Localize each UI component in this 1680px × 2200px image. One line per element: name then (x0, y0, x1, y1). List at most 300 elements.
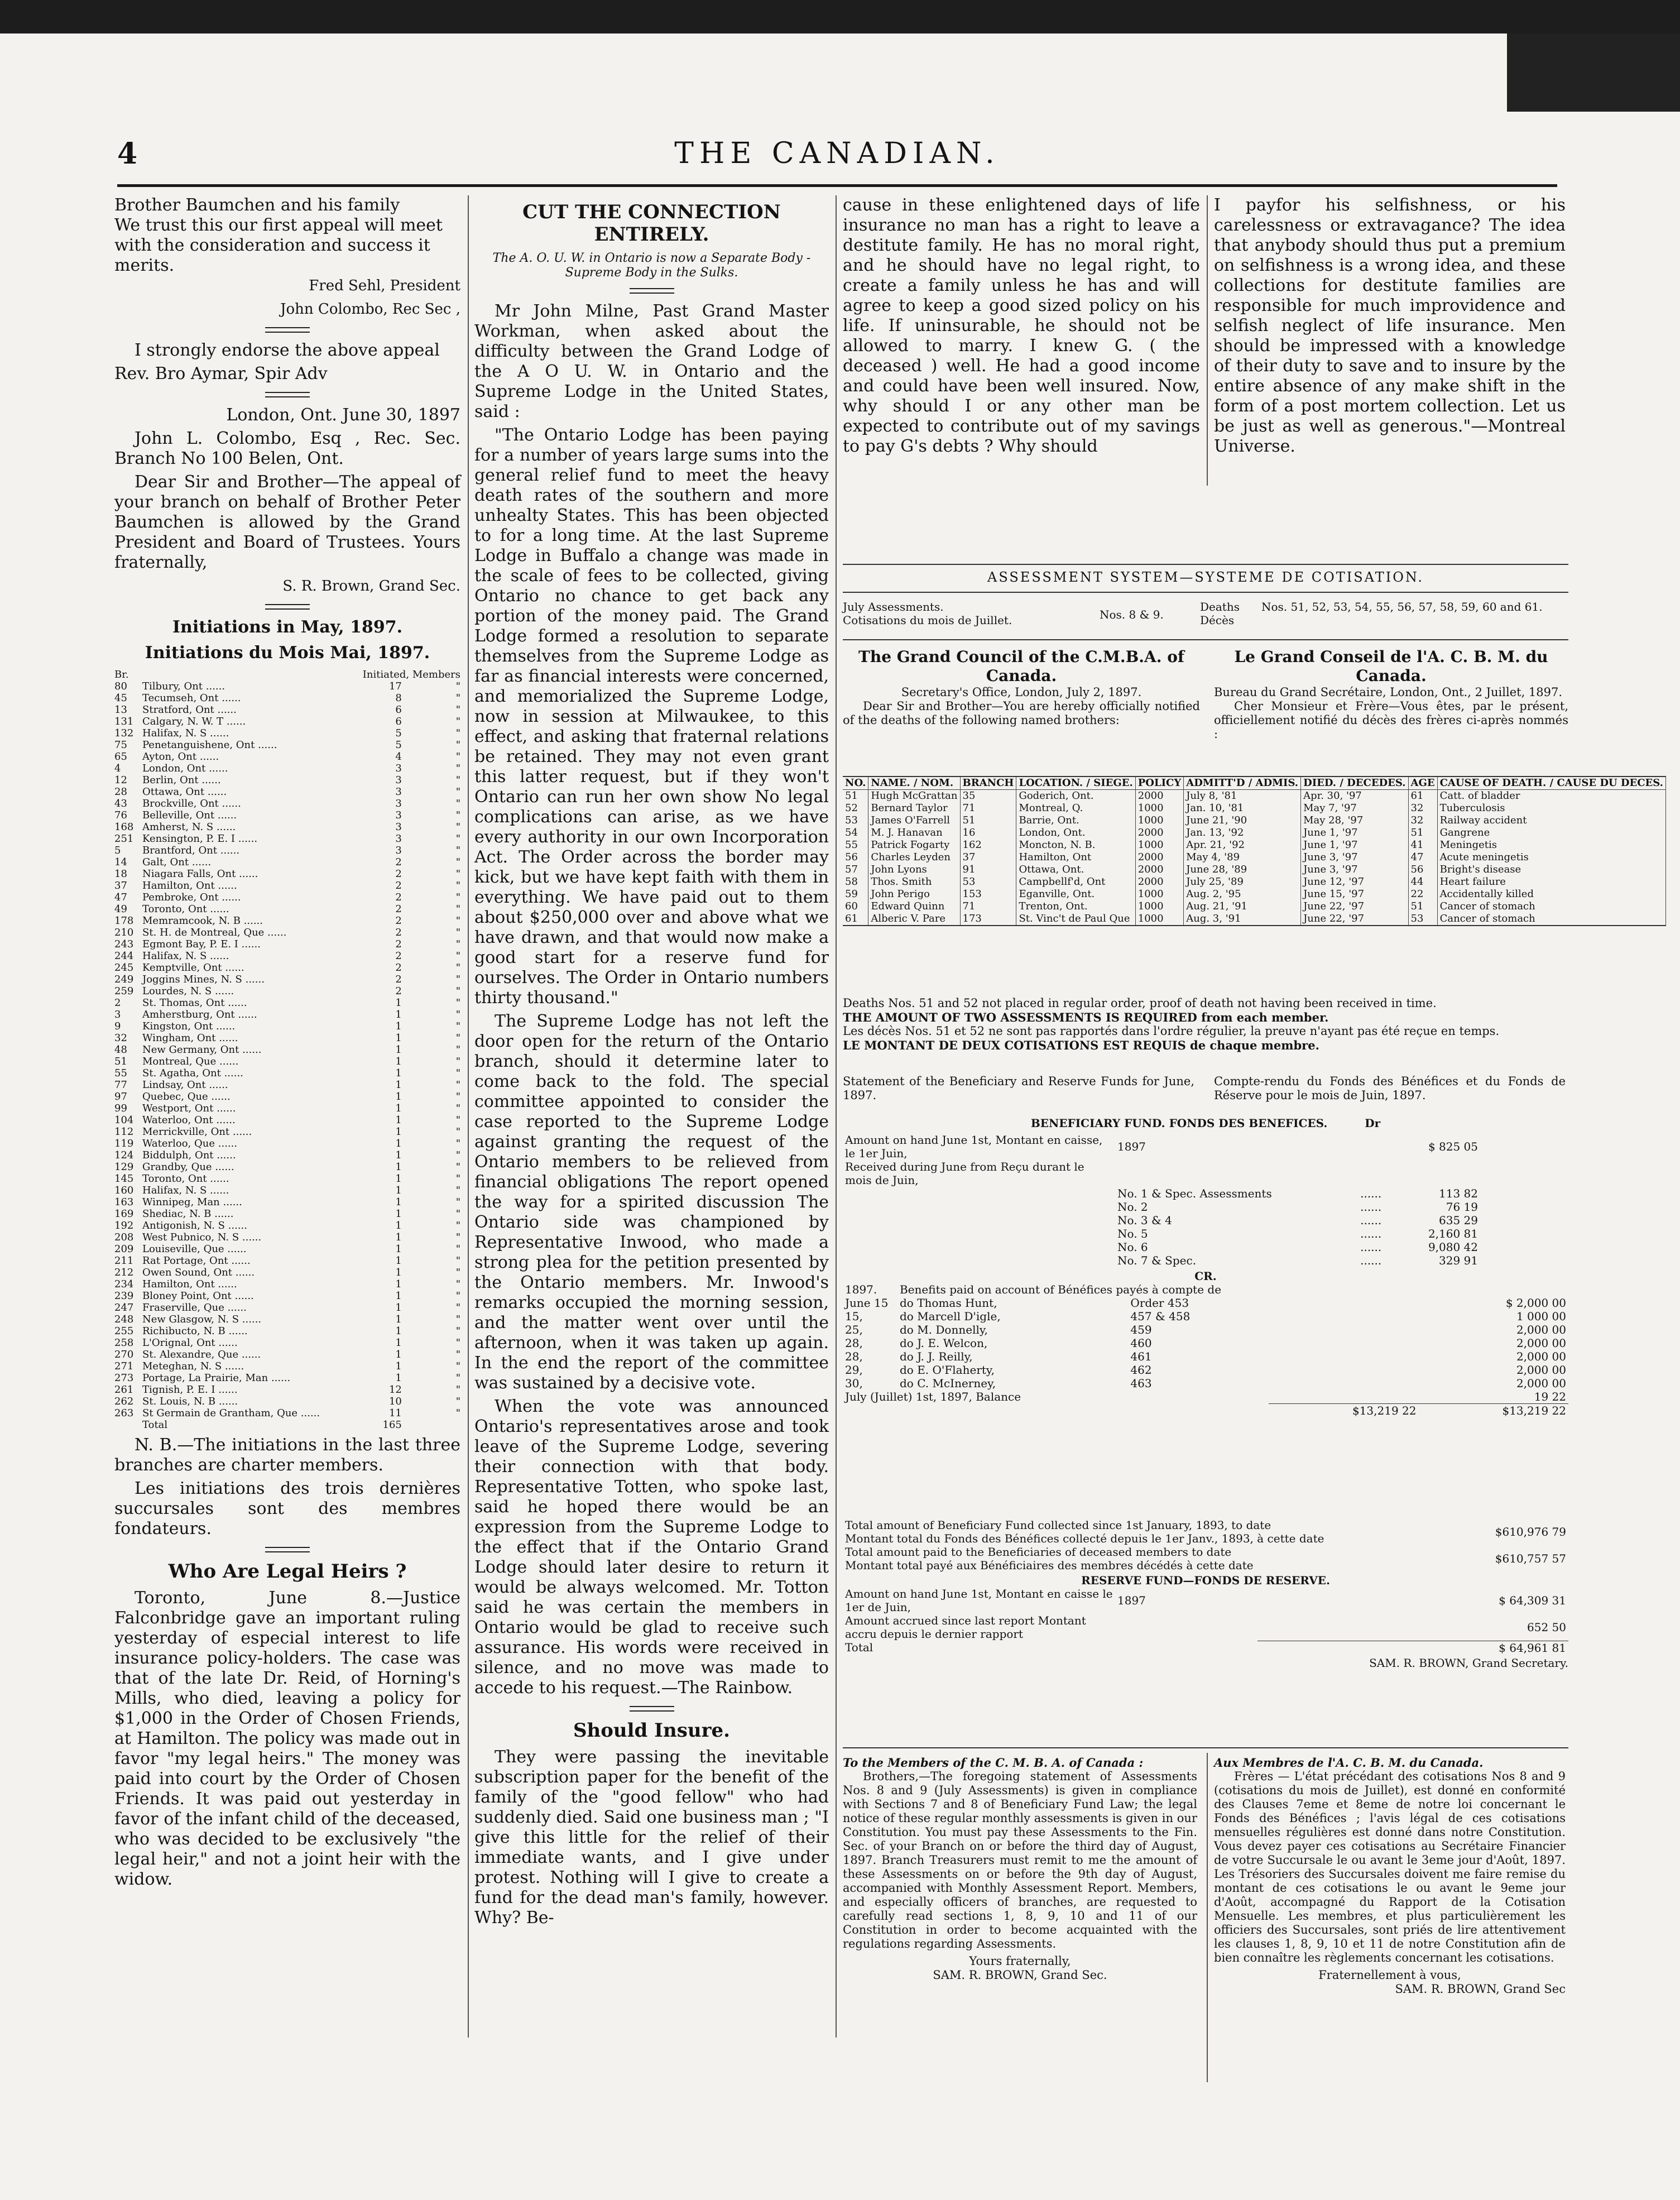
on-hand-label: Amount on hand June 1st, Montant en caisse, le 1er Juin, (845, 1133, 1103, 1160)
members-mark: " (455, 880, 460, 891)
council-title: The Grand Council of the C.M.B.A. of Canada. (858, 648, 1184, 685)
branch-number: 243 (114, 938, 134, 950)
branch-number: 45 (114, 692, 127, 704)
death-table-wrap (843, 776, 1663, 926)
members-mark: " (455, 868, 460, 880)
appeal-line: merits. (114, 256, 175, 275)
members-mark: " (455, 1138, 460, 1149)
branch-number: 258 (114, 1337, 134, 1349)
branch-location: Owen Sound, Ont ...... (142, 1267, 255, 1278)
branch-number: 119 (114, 1138, 134, 1149)
table-row (843, 790, 1665, 803)
article-paragraph: When the vote was announced Ontario's representatives arose and took leave of the Supreme Lodge, severing their connection with that body. Representative Totten, who spoke last, said he hoped there would be an expression from the Supreme Lodge to the effect that if the Ontario Grand Lodge should later desire to return it would be always welcomed. Mr. Totton said he was certain the members in Ontario would be glad to receive such assurance. His words were received in silence, and no move was made to accede to his request.—The Rainbow. (474, 1397, 829, 1698)
table-cell: 71 (960, 900, 1016, 913)
column-header: LOCATION. / SIEGE. (1016, 777, 1135, 790)
table-cell: Heart failure (1437, 876, 1665, 888)
table-row (843, 1310, 1568, 1323)
initiations-title: Initiations in May, 1897. (172, 617, 403, 637)
initiated-count: 1 (395, 1349, 402, 1360)
members-mark: " (455, 786, 460, 798)
initiated-count: 2 (395, 962, 402, 974)
branch-location: Portage, La Prairie, Man ...... (142, 1372, 291, 1384)
table-row (114, 680, 460, 692)
office-line: Secretary's Office, London, July 2, 1897. (901, 686, 1142, 699)
divider (265, 604, 310, 610)
council-en (843, 648, 1200, 731)
initiated-count: 2 (395, 915, 402, 927)
table-cell: London, Ont. (1016, 827, 1135, 839)
branch-location: Ayton, Ont ...... (142, 751, 219, 763)
initiated-count: 17 (388, 680, 402, 692)
table-cell: 59 (843, 888, 868, 900)
table-cell: Moncton, N. B. (1016, 839, 1135, 851)
table-cell: Montreal, Q. (1016, 802, 1135, 814)
branch-number: 208 (114, 1231, 134, 1243)
branch-location: Toronto, Ont ...... (142, 1173, 229, 1185)
table-cell: Apr. 30, '97 (1301, 790, 1408, 803)
spacer (1480, 1227, 1568, 1240)
article-paragraph: The Supreme Lodge has not left the door open for the return of the Ontario branch, should it determine later to come back to the fold. The special committee appointed to consider the case reported to the Supreme Lodge against granting the request of the Ontario members to be relieved from financial obligations The report opened the way for a spirited discussion The Ontario side was championed by Representative Inwood, who made a strong plea for the petition presented by the Ontario members. Mr. Inwood's remarks occupied the morning session, and the matter went over until the afternoon, when it was taken up again. In the end the report of the committee was sustained by a decisive vote. (474, 1012, 829, 1393)
table-row (843, 1227, 1568, 1240)
members-mark: " (455, 1243, 460, 1255)
initiated-count: 2 (395, 927, 402, 938)
table-cell: June 15, '97 (1301, 888, 1408, 900)
members-mark: " (455, 1161, 460, 1173)
members-mark: " (455, 845, 460, 856)
branch-location: Rat Portage, Ont ...... (142, 1255, 251, 1267)
branch-location: Richibucto, N. B ...... (142, 1325, 248, 1337)
letter-date: London, Ont. June 30, 1897 (226, 405, 460, 425)
table-cell: Alberic V. Pare (868, 913, 960, 926)
table-row (114, 809, 460, 821)
branch-number: 55 (114, 1067, 127, 1079)
branch-number: 263 (114, 1407, 134, 1419)
table-cell: 37 (960, 851, 1016, 864)
members-mark: " (455, 1044, 460, 1056)
members-mark: " (455, 1290, 460, 1302)
branch-location: West Pubnico, N. S ...... (142, 1231, 262, 1243)
on-hand-amount: $ 825 05 (1428, 1140, 1478, 1153)
table-cell: 1000 (1135, 814, 1183, 827)
table-row (114, 1044, 460, 1056)
initiated-count: 6 (395, 716, 402, 727)
receipt-label: No. 7 & Spec. (1117, 1254, 1197, 1267)
receipt-amount: 9,080 42 (1428, 1240, 1478, 1254)
table-row (114, 950, 460, 962)
beneficiary-receipts (843, 1133, 1568, 1267)
payment-name: do E. O'Flaherty, (900, 1363, 995, 1377)
table-cell: 51 (1408, 827, 1437, 839)
branch-location: Brockville, Ont ...... (142, 798, 241, 809)
note-en: N. B.—The initiations in the last three branches are charter members. (114, 1435, 460, 1475)
table-row (114, 1103, 460, 1114)
table-row (114, 1196, 460, 1208)
on-hand-year: 1897 (1117, 1140, 1146, 1153)
branch-location: St Germain de Grantham, Que ...... (142, 1407, 320, 1419)
table-row (114, 1138, 460, 1149)
members-mark: " (455, 774, 460, 786)
table-row (114, 1396, 460, 1407)
members-mark: " (455, 938, 460, 950)
beneficiary-fund (843, 1116, 1568, 1417)
table-row (114, 997, 460, 1009)
table-cell: Aug. 2, '95 (1184, 888, 1301, 900)
payment-order: 461 (1130, 1350, 1152, 1363)
assessment-numbers: Nos. 8 & 9. (1100, 608, 1164, 621)
branch-number: 97 (114, 1091, 127, 1103)
initiated-count: 1 (395, 1208, 402, 1220)
column-rule (468, 195, 469, 2038)
masthead: THE CANADIAN. (674, 137, 1000, 170)
members-mark: " (455, 1314, 460, 1325)
table-row (114, 1290, 460, 1302)
table-row (114, 1220, 460, 1231)
table-row (114, 751, 460, 763)
receipt-amount: 635 29 (1439, 1214, 1478, 1227)
table-row (114, 1173, 460, 1185)
table-row (114, 1337, 460, 1349)
table-cell: 91 (960, 864, 1016, 876)
spacer (1269, 1323, 1418, 1336)
branch-number: 37 (114, 880, 127, 891)
table-cell: 1000 (1135, 802, 1183, 814)
branch-location: Memramcook, N. B ...... (142, 915, 263, 927)
table-row (114, 1149, 460, 1161)
total-label: Total (142, 1419, 168, 1431)
table-cell: June 22, '97 (1301, 900, 1408, 913)
initiated-count: 2 (395, 868, 402, 880)
table-cell: 1000 (1135, 839, 1183, 851)
table-row (114, 891, 460, 903)
collected-amount: $610,976 79 (1495, 1525, 1566, 1538)
payment-order: 462 (1130, 1363, 1152, 1377)
branch-location: Halifax, N. S ...... (142, 950, 229, 962)
section-rule (843, 1747, 1568, 1748)
table-cell: Jan. 13, '92 (1184, 827, 1301, 839)
table-cell: M. J. Hanavan (868, 827, 960, 839)
table-cell: 51 (1408, 900, 1437, 913)
branch-number: 245 (114, 962, 134, 974)
initiated-count: 2 (395, 974, 402, 985)
payment-amount: 2,000 00 (1516, 1377, 1566, 1390)
legal-heirs-title: Who Are Legal Heirs ? (168, 1560, 407, 1583)
spacer (1480, 1214, 1568, 1227)
appeal-signature: John Colombo, Rec Sec , (280, 301, 460, 318)
branch-location: New Glasgow, N. S ...... (142, 1314, 262, 1325)
branch-location: Halifax, N. S ...... (142, 1185, 229, 1196)
initiated-count: 1 (395, 1114, 402, 1126)
branch-number: 249 (114, 974, 134, 985)
spacer (1269, 1296, 1418, 1310)
initiated-count: 1 (395, 1360, 402, 1372)
branch-number: 212 (114, 1267, 134, 1278)
spacer (1269, 1350, 1418, 1363)
initiated-count: 1 (395, 1185, 402, 1196)
table-row (843, 1254, 1568, 1267)
table-row (114, 1314, 460, 1325)
payment-date: June 15 (845, 1296, 889, 1310)
payment-order: 459 (1130, 1323, 1152, 1336)
initiated-count: 3 (395, 845, 402, 856)
table-cell: 61 (1408, 790, 1437, 803)
members-body-fr: Frères — L'état précédant des cotisations Nos 8 and 9 (cotisations du mois de Juillet), est donné en conformité des Clauses 7eme et 8eme de notre loi concernant le Fonds des Bénéfices ; l'avis légal de ces cotisations mensuelles régulières est donné dans notre Constitution. Vous devez payer ces cotisations au Secrétaire Financier de votre Succursale le ou avant le 3eme jour d'Août, 1897. Les Trésoriers des Succursales doivent me faire remise du montant de ces cotisations le ou avant le 9eme jour d'Août, accompagné du Rapport de la Cotisation Mensuelle. Les membres, et plus particulièrement les officiers des Succursales, sont priés de lire attentivement les clauses 1, 8, 9, 10 et 11 de notre Constitution afin de bien connaître les règlements concernant les cotisations. (1214, 1770, 1566, 1964)
branch-number: 104 (114, 1114, 134, 1126)
members-mark: " (455, 1056, 460, 1067)
members-mark: " (455, 692, 460, 704)
reserve-total: $ 64,961 81 (1257, 1641, 1568, 1655)
branch-number: 169 (114, 1208, 134, 1220)
fund-title (843, 1116, 1568, 1130)
table-cell: 61 (843, 913, 868, 926)
branch-location: Brantford, Ont ...... (142, 845, 240, 856)
table-cell: June 3, '97 (1301, 851, 1408, 864)
initiated-count: 5 (395, 739, 402, 751)
death-notes (843, 996, 1568, 1052)
fund-totals-table (843, 1518, 1568, 1572)
branch-location: Antigonish, N. S ...... (142, 1220, 247, 1231)
spacer (843, 1254, 1115, 1267)
table-cell: 47 (1408, 851, 1437, 864)
fund-title-text: BENEFICIARY FUND. FONDS DES BENEFICES. (1030, 1116, 1328, 1130)
branch-location: Pembroke, Ont ...... (142, 891, 241, 903)
table-cell: 173 (960, 913, 1016, 926)
table-row (114, 1349, 460, 1360)
table-row (114, 1231, 460, 1243)
leader: ...... (1360, 1200, 1382, 1214)
table-cell: July 8, '81 (1184, 790, 1301, 803)
table-row (114, 915, 460, 927)
initiated-count: 2 (395, 880, 402, 891)
notice-fr: Cher Monsieur et Frère—Vous êtes, par le présent, officiellement notifié du décès des frères ci-après nommés : (1214, 699, 1568, 741)
table-cell: May 28, '97 (1301, 814, 1408, 827)
table-cell: 57 (843, 864, 868, 876)
legal-heirs-body: Toronto, June 8.—Justice Falconbridge gave an important ruling yesterday of especial interest to life insurance policy-holders. The case was that of the late Dr. Reid, of Horning's Mills, who died, leaving a policy for $1,000 in the Order of Chosen Friends, at Hamilton. The policy was made out in favor "my legal heirs." The money was paid into court by the Order of Chosen Friends. It was paid out yesterday in favor of the infant child of the deceased, who was decided to be exclusively "the legal heir," and not a joint heir with the widow. (114, 1588, 460, 1889)
table-cell: Cancer of stomach (1437, 913, 1665, 926)
members-mark: " (455, 1091, 460, 1103)
table-cell: 1000 (1135, 888, 1183, 900)
table-cell: Bernard Taylor (868, 802, 960, 814)
table-cell: 52 (843, 802, 868, 814)
table-cell: 58 (843, 876, 868, 888)
table-cell: Apr. 21, '92 (1184, 839, 1301, 851)
branch-number: 132 (114, 727, 134, 739)
branch-number: 51 (114, 1056, 127, 1067)
appeal-text (114, 195, 460, 276)
spacer (843, 1200, 1115, 1214)
branch-number: 49 (114, 903, 127, 915)
table-row (114, 1056, 460, 1067)
branch-location: St. Thomas, Ont ...... (142, 997, 247, 1009)
payment-amount: 2,000 00 (1516, 1336, 1566, 1350)
column-header: BRANCH (960, 777, 1016, 790)
required-fr: LE MONTANT DE DEUX COTISATIONS EST REQUIS de chaque membre. (843, 1038, 1319, 1052)
branch-location: Berlin, Ont ...... (142, 774, 221, 786)
letter-body: Dear Sir and Brother—The appeal of your branch on behalf of Brother Peter Baumchen is allowed by the Grand President and Board of Trustees. Yours fraternally, (114, 472, 460, 572)
initiated-count: 1 (395, 1337, 402, 1349)
table-cell: May 7, '97 (1301, 802, 1408, 814)
branch-number: 163 (114, 1196, 134, 1208)
collected-en: Total amount of Beneficiary Fund collected since 1st January, 1893, to date (845, 1518, 1271, 1532)
appeal-signature: Fred Sehl, President (309, 277, 460, 294)
initiated-count: 3 (395, 798, 402, 809)
members-mark: " (455, 751, 460, 763)
table-cell: 60 (843, 900, 868, 913)
section-rule (843, 639, 1568, 640)
table-cell: John Lyons (868, 864, 960, 876)
should-insure-continued: cause in these enlightened days of life insurance no man has a right to leave a destitute family. He has no moral right, and he should have no legal right, to create a family unless he has and will agree to keep a good sized policy on his life. If uninsurable, he should not be allowed to marry. I knew G. ( the deceased ) well. He had a good income and could have been well insured. Now, why should I or any other man be expected to contribute out of my savings to pay G's debts ? Why should (843, 195, 1200, 456)
initiated-count: 1 (395, 1067, 402, 1079)
members-notice-en (843, 1756, 1197, 1982)
members-closing-en: Yours fraternally, (969, 1954, 1071, 1968)
balance-amount: 19 22 (1534, 1390, 1566, 1403)
branch-location: Hamilton, Ont ...... (142, 1278, 237, 1290)
table-cell: 2000 (1135, 790, 1183, 803)
initiated-count: 6 (395, 704, 402, 716)
initiated-count: 5 (395, 727, 402, 739)
branch-location: Amherstburg, Ont ...... (142, 1009, 257, 1020)
table-cell: 51 (843, 790, 868, 803)
receipt-label: No. 6 (1117, 1240, 1148, 1254)
table-cell: June 1, '97 (1301, 839, 1408, 851)
table-row (114, 868, 460, 880)
branch-location: St. H. de Montreal, Que ...... (142, 927, 287, 938)
branch-number: 4 (114, 763, 121, 774)
table-cell: 1000 (1135, 913, 1183, 926)
branch-location: Grandby, Que ...... (142, 1161, 234, 1173)
branch-location: Bloney Point, Ont ...... (142, 1290, 254, 1302)
article-paragraph: Mr John Milne, Past Grand Master Workman, when asked about the difficulty between the Grand Lodge of the A O U. W. in Ontario and the Supreme Lodge in the United States, said : (474, 301, 829, 421)
branch-number: 99 (114, 1103, 127, 1114)
table-row (114, 974, 460, 985)
initiated-count: 4 (395, 751, 402, 763)
initiated-count: 1 (395, 1161, 402, 1173)
table-cell: 2000 (1135, 864, 1183, 876)
section-rule (843, 592, 1568, 593)
note-en: Deaths Nos. 51 and 52 not placed in regular order, proof of death not having been received in time. (843, 996, 1437, 1010)
payment-date: 29, (845, 1363, 863, 1377)
table-row (114, 1185, 460, 1196)
column-header: NAME. / NOM. (868, 777, 960, 790)
branch-number: 12 (114, 774, 127, 786)
branch-location: Biddulph, Ont ...... (142, 1149, 236, 1161)
table-cell: 16 (960, 827, 1016, 839)
letter-recipient: John L. Colombo, Esq , Rec. Sec. Branch No 100 Belen, Ont. (114, 429, 460, 468)
deaths-table (843, 776, 1666, 926)
branch-location: Halifax, N. S ...... (142, 727, 229, 739)
branch-location: St. Alexandre, Que ...... (142, 1349, 261, 1360)
table-row (114, 798, 460, 809)
members-body-en: Brothers,—The foregoing statement of Assessments Nos. 8 and 9 (July Assessments) is given in compliance with Sections 7 and 8 of Beneficiary Fund Law; the legal notice of these regular monthly assessments is given in our Constitution. You must pay these Assessments to the Fin. Sec. of your Branch on or before the third day of August, 1897. Branch Treasurers must remit to me the amount of these Assessments on or before the 9th day of August, accompanied with Monthly Assessment Report. Members, and especially officers of branches, are requested to carefully read sections 1, 8, 9, 10 and 11 of our Constitution in order to become acquainted with the regulations regarding Assessments. (843, 1770, 1197, 1950)
table-cell: 53 (960, 876, 1016, 888)
table-row (114, 1267, 460, 1278)
table-row (843, 1214, 1568, 1227)
table-cell: Aug. 21, '91 (1184, 900, 1301, 913)
branch-location: Quebec, Que ...... (142, 1091, 231, 1103)
table-cell: June 28, '89 (1184, 864, 1301, 876)
branch-number: 244 (114, 950, 134, 962)
initiated-count: 1 (395, 1103, 402, 1114)
branch-location: Lindsay, Ont ...... (142, 1079, 228, 1091)
table-cell: Trenton, Ont. (1016, 900, 1135, 913)
members-mark: " (455, 1267, 460, 1278)
initiated-count: 2 (395, 856, 402, 868)
total-credit: $13,219 22 (1419, 1404, 1569, 1418)
table-cell: Gangrene (1437, 827, 1665, 839)
table-cell: James O'Farrell (868, 814, 960, 827)
leader: ...... (1360, 1227, 1382, 1240)
initiated-count: 2 (395, 950, 402, 962)
paid-label: Benefits paid on account of Bénéfices payés à compte de (900, 1283, 1222, 1296)
branch-number: 112 (114, 1126, 134, 1138)
table-row (843, 1296, 1568, 1310)
members-mark: " (455, 1407, 460, 1419)
table-row (114, 716, 460, 727)
branch-number: 77 (114, 1079, 127, 1091)
members-mark: " (455, 1372, 460, 1384)
payment-amount: 2,000 00 (1516, 1363, 1566, 1377)
table-row (114, 1067, 460, 1079)
article-paragraph: "The Ontario Lodge has been paying for a number of years large sums into the general relief fund to meet the heavy death rates of the southern and more unhealty States. This has been objected to for a long time. At the last Supreme Lodge in Buffalo a change was made in the scale of fees to be collected, giving Ontario no chance to get back any portion of the money paid. The Grand Lodge formed a resolution to separate themselves from the Supreme Lodge as far as financial interests were concerned, and memorialized the Supreme Lodge, now in session at Milwaukee, to this effect, and asking that fraternal relations be retained. They may not even grant this latter request, but if they won't Ontario can run her own show No legal complications can arise, as we have every authority in our own Incorporation Act. The Order across the border may kick, but we have kept faith with them in everything. We have paid out to them about $250,000 over and above what we have drawn, and that would now make a good start for a reserve fund for ourselves. The Order in Ontario numbers thirty thousand." (474, 425, 829, 1008)
deaths-numbers: Nos. 51, 52, 53, 54, 55, 56, 57, 58, 59, 60 and 61. (1261, 600, 1543, 613)
should-insure-body: They were passing the inevitable subscription paper for the benefit of the family of the "good fellow" who had suddenly died. Said one business man ; "I give this little for the relief of their immediate wants, and I give under protest. Nothing will I give to create a fund for the dead man's family, however. Why? Be- (474, 1747, 829, 1928)
payment-order: Order 453 (1130, 1296, 1189, 1310)
table-row (114, 704, 460, 716)
members-mark: " (455, 962, 460, 974)
table-row (114, 1009, 460, 1020)
branch-number: 271 (114, 1360, 134, 1372)
collected-fr: Montant total du Fonds des Bénéfices collecté depuis le 1er Janv., 1893, à cette date (845, 1532, 1324, 1545)
members-mark: " (455, 985, 460, 997)
column-3-top (843, 195, 1200, 460)
table-row (114, 833, 460, 845)
payment-date: 28, (845, 1350, 863, 1363)
table-cell: Thos. Smith (868, 876, 960, 888)
payment-name: do J. E. Welcon, (900, 1336, 988, 1350)
article-subtitle: The A. O. U. W. in Ontario is now a Separate Body - Supreme Body in the Sulks. (492, 251, 811, 280)
table-cell: May 4, '89 (1184, 851, 1301, 864)
table-row (114, 1384, 460, 1396)
balance-label: July (Juillet) 1st, 1897, Balance (845, 1390, 1021, 1403)
table-cell: Patrick Fogarty (868, 839, 960, 851)
branch-location: Meteghan, N. S ...... (142, 1360, 244, 1372)
payment-amount: 2,000 00 (1516, 1350, 1566, 1363)
branch-location: Merrickville, Ont ...... (142, 1126, 252, 1138)
table-cell: Meningetis (1437, 839, 1665, 851)
members-mark: " (455, 1255, 460, 1267)
payment-amount: 2,000 00 (1516, 1323, 1566, 1336)
branch-location: Montreal, Que ...... (142, 1056, 239, 1067)
initiations-title-fr: Initiations du Mois Mai, 1897. (145, 643, 430, 663)
table-cell: June 12, '97 (1301, 876, 1408, 888)
spacer (1480, 1200, 1568, 1214)
branch-location: St. Agatha, Ont ...... (142, 1067, 243, 1079)
initiated-count: 1 (395, 1325, 402, 1337)
branch-location: Kensington, P. E. I ...... (142, 833, 258, 845)
table-cell: 54 (843, 827, 868, 839)
reserve-year: 1897 (1117, 1594, 1146, 1607)
table-cell: 162 (960, 839, 1016, 851)
branch-number: 129 (114, 1161, 134, 1173)
appeal-line: Brother Baumchen and his family (114, 195, 400, 215)
receipt-label: No. 3 & 4 (1117, 1214, 1172, 1227)
branch-number: 47 (114, 891, 127, 903)
table-row (114, 1255, 460, 1267)
table-row (843, 864, 1665, 876)
branch-location: Westport, Ont ...... (142, 1103, 236, 1114)
table-cell: Railway accident (1437, 814, 1665, 827)
table-cell: Hugh McGrattan (868, 790, 960, 803)
initiated-count: 2 (395, 985, 402, 997)
